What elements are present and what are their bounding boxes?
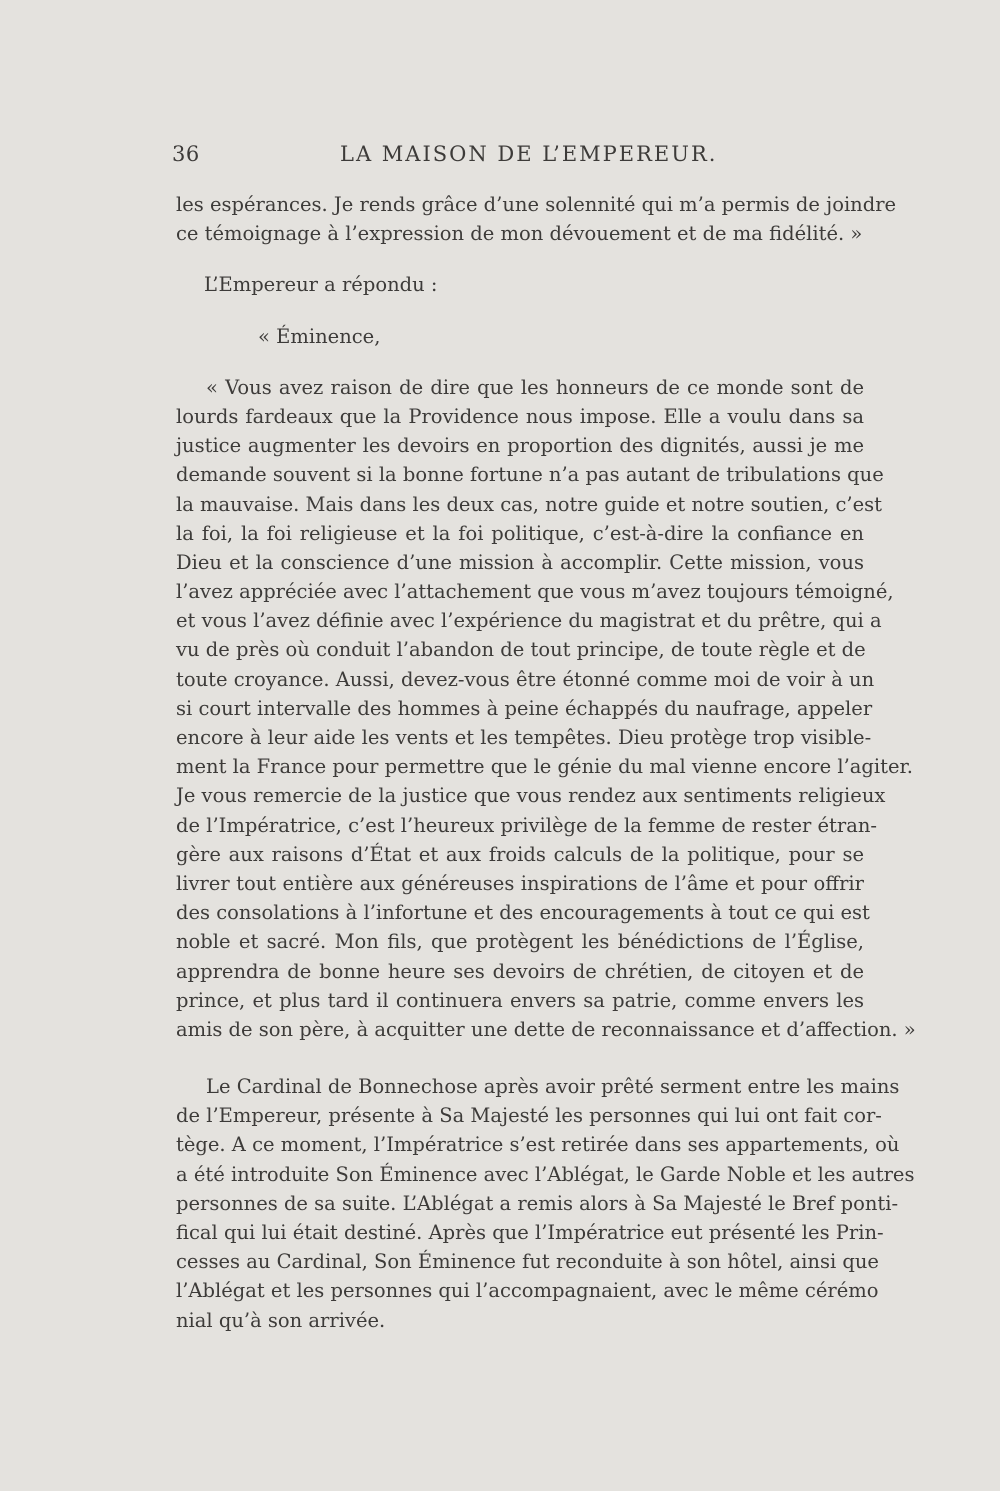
speech-line: amis de son père, à acquitter une dette de reconnaissance et d’affection. » [176,1017,916,1041]
speech-line: et vous l’avez définie avec l’expérience du magistrat et du prêtre, qui a [176,609,882,633]
paragraph-gap [176,248,864,270]
salutation: « Éminence, [258,324,381,348]
paragraph-gap [176,300,864,322]
speech-line: des consolations à l’infortune et des encouragements à tout ce qui est [176,901,870,925]
paragraph-gap [176,1044,864,1072]
narrative-line: l’Ablégat et les personnes qui l’accompagnaient, avec le même cérémo [176,1279,879,1303]
text-line: ce témoignage à l’expression de mon dévouement et de ma fidélité. » [176,222,863,246]
speech-line: si court intervalle des hommes à peine échappés du naufrage, appeler [176,696,873,720]
text-line: les espérances. Je rends grâce d’une solennité qui m’a permis de joindre [176,193,897,216]
narrative-line: nial qu’à son arrivée. [176,1308,386,1332]
speech-line: livrer tout entière aux généreuses inspirations de l’âme et pour offrir [176,871,864,895]
page-number: 36 [172,142,200,166]
speech-line: toute croyance. Aussi, devez-vous être étonné comme moi de voir à un [176,667,875,691]
paragraph-gap [176,351,864,373]
narrative-line: de l’Empereur, présente à Sa Majesté les personnes qui lui ont fait cor- [176,1104,882,1128]
speech-line: la foi, la foi religieuse et la foi politique, c’est-à-dire la confiance en [176,521,864,545]
speech-line: Dieu et la conscience d’une mission à accomplir. Cette mission, vous [176,550,864,574]
narrative-line: a été introduite Son Éminence avec l’Ablégat, le Garde Noble et les autres [176,1162,915,1186]
speech-line: Je vous remercie de la justice que vous rendez aux sentiments religieux [176,784,886,808]
running-title: LA MAISON DE L’EMPEREUR. [340,142,718,166]
narrative-line: personnes de sa suite. L’Ablégat a remis alors à Sa Majesté le Bref ponti- [176,1191,899,1215]
speech-line: ment la France pour permettre que le génie du mal vienne encore l’agiter. [176,755,913,779]
speech-line: encore à leur aide les vents et les tempêtes. Dieu protège trop visible- [176,726,872,749]
reply-intro: L’Empereur a répondu : [204,273,438,297]
speech-line: apprendra de bonne heure ses devoirs de chrétien, de citoyen et de [176,959,864,983]
page-text [176,190,916,1335]
running-head [172,142,864,172]
speech-line: la mauvaise. Mais dans les deux cas, notre guide et notre soutien, c’est [176,492,883,516]
speech-line: justice augmenter les devoirs en proportion des dignités, aussi je me [176,434,864,458]
speech-line: vu de près où conduit l’abandon de tout principe, de toute règle et de [176,638,866,662]
narrative-line: cesses au Cardinal, Son Éminence fut reconduite à son hôtel, ainsi que [176,1250,879,1274]
speech-line: « Vous avez raison de dire que les honneurs de ce monde sont de [206,375,864,399]
speech-line: lourds fardeaux que la Providence nous impose. Elle a voulu dans sa [176,404,864,428]
narrative-line: Le Cardinal de Bonnechose après avoir prêté serment entre les mains [206,1075,900,1099]
speech-line: prince, et plus tard il continuera envers sa patrie, comme envers les [176,988,864,1012]
speech-line: l’avez appréciée avec l’attachement que vous m’avez toujours témoigné, [176,580,894,604]
narrative-line: tège. A ce moment, l’Impératrice s’est retirée dans ses appartements, où [176,1133,900,1157]
speech-line: gère aux raisons d’État et aux froids calculs de la politique, pour se [176,842,864,866]
narrative-line: fical qui lui était destiné. Après que l’Impératrice eut présenté les Prin- [176,1221,884,1244]
speech-line: demande souvent si la bonne fortune n’a pas autant de tribulations que [176,463,884,487]
speech-line: noble et sacré. Mon fils, que protègent les bénédictions de l’Église, [176,930,864,954]
speech-line: de l’Impératrice, c’est l’heureux privilège de la femme de rester étran- [176,813,877,837]
